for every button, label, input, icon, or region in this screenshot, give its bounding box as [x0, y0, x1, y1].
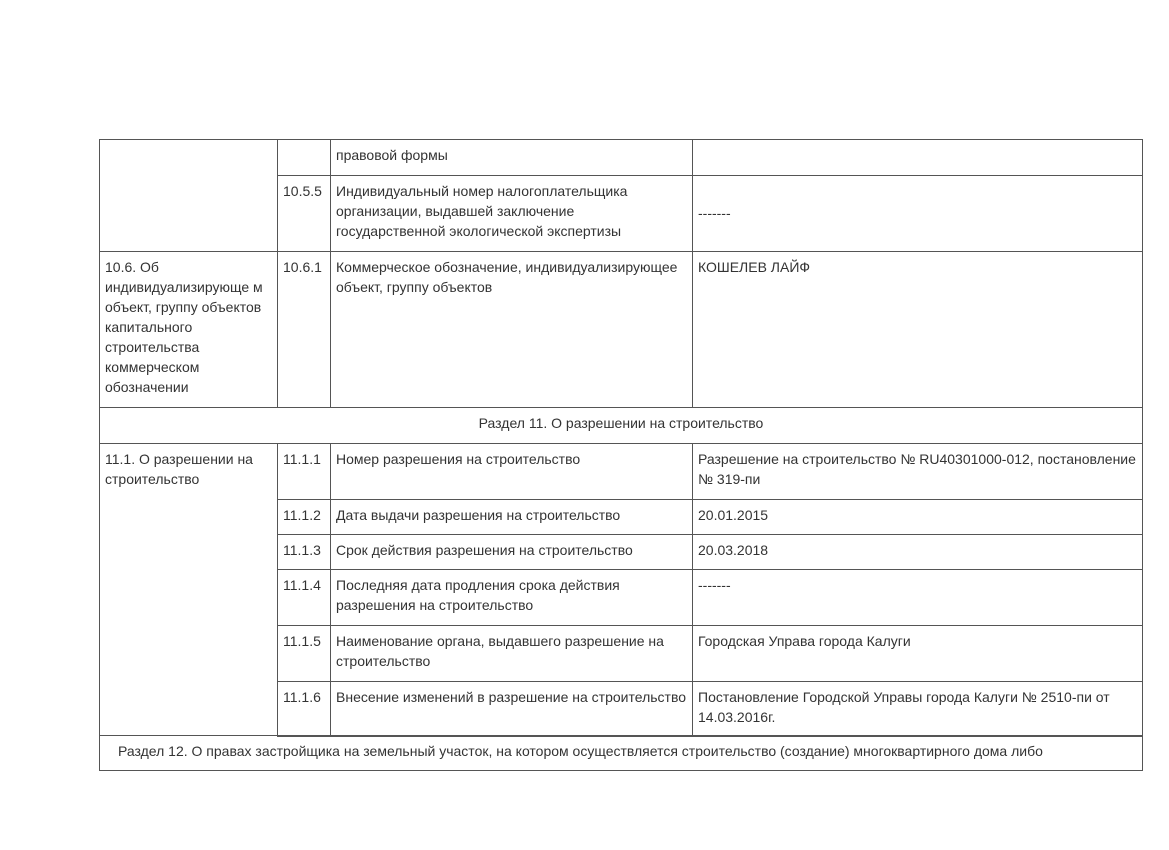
label-cell: Коммерческое обозначение, индивидуализирующее объект, группу объектов	[330, 251, 693, 408]
value-cell: -------	[692, 175, 1143, 252]
label-cell: Индивидуальный номер налогоплательщика организации, выдавшей заключение государственной экологической экспертизы	[330, 175, 693, 252]
value-cell: -------	[692, 569, 1143, 626]
section-heading: Раздел 11. О разрешении на строительство	[99, 407, 1143, 444]
section-heading: Раздел 12. О правах застройщика на земельный участок, на котором осуществляется строительство (создание) многоквартирного дома либо	[99, 735, 1143, 771]
label-cell: Наименование органа, выдавшего разрешение на строительство	[330, 625, 693, 682]
code-cell	[277, 139, 331, 176]
code-cell: 11.1.5	[277, 625, 331, 682]
value-cell: 20.03.2018	[692, 534, 1143, 570]
code-cell: 11.1.4	[277, 569, 331, 626]
group-cell: 10.6. Об индивидуализирующе м объект, группу объектов капитального строительства коммерческом обозначении	[99, 251, 278, 408]
value-cell: 20.01.2015	[692, 499, 1143, 535]
label-cell: Внесение изменений в разрешение на строительство	[330, 681, 693, 737]
value-cell: Разрешение на строительство № RU40301000-012, постановление № 319-пи	[692, 443, 1143, 500]
code-cell: 11.1.3	[277, 534, 331, 570]
code-cell: 11.1.6	[277, 681, 331, 737]
label-cell: правовой формы	[330, 139, 693, 176]
group-cell: 11.1. О разрешении на строительство	[99, 443, 278, 736]
label-cell: Дата выдачи разрешения на строительство	[330, 499, 693, 535]
value-cell	[692, 139, 1143, 176]
label-cell: Последняя дата продления срока действия разрешения на строительство	[330, 569, 693, 626]
code-cell: 10.6.1	[277, 251, 331, 408]
value-cell: Городская Управа города Калуги	[692, 625, 1143, 682]
code-cell: 11.1.1	[277, 443, 331, 500]
label-cell: Срок действия разрешения на строительство	[330, 534, 693, 570]
code-cell: 11.1.2	[277, 499, 331, 535]
code-cell: 10.5.5	[277, 175, 331, 252]
value-cell: Постановление Городской Управы города Калуги № 2510-пи от 14.03.2016г.	[692, 681, 1143, 737]
label-cell: Номер разрешения на строительство	[330, 443, 693, 500]
group-cell-empty	[99, 139, 278, 252]
value-cell: КОШЕЛЕВ ЛАЙФ	[692, 251, 1143, 408]
